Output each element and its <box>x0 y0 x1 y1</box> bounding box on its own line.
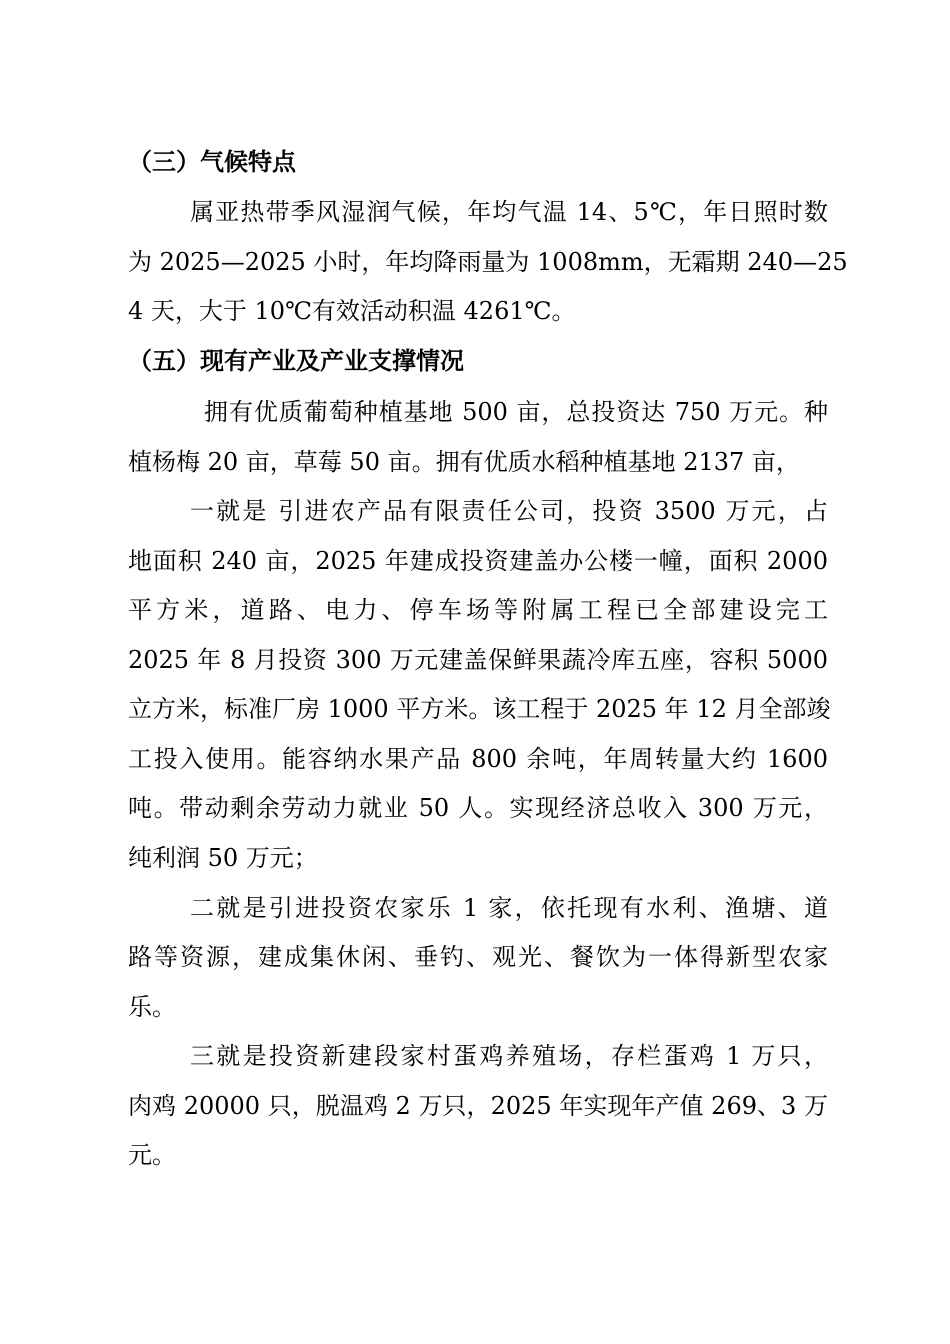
paragraph-line: 乐。 <box>128 993 176 1021</box>
paragraph-line: 拥有优质葡萄种植基地 500 亩，总投资达 750 万元。种 <box>204 398 828 426</box>
paragraph-line: 二就是引进投资农家乐 1 家，依托现有水利、渔塘、道 <box>190 894 828 922</box>
paragraph-line: 一就是 引进农产品有限责任公司，投资 3500 万元，占 <box>190 497 828 525</box>
section-heading-climate: （三）气候特点 <box>128 148 296 176</box>
paragraph-line: 元。 <box>128 1141 176 1169</box>
paragraph-line: 路等资源，建成集休闲、垂钓、观光、餐饮为一体得新型农家 <box>128 943 828 971</box>
paragraph-line: 吨。带动剩余劳动力就业 50 人。实现经济总收入 300 万元， <box>128 794 828 822</box>
paragraph-line: 立方米，标准厂房 1000 平方米。该工程于 2025 年 12 月全部竣 <box>128 695 831 723</box>
paragraph-line: 属亚热带季风湿润气候，年均气温 14、5℃，年日照时数 <box>190 198 828 226</box>
paragraph-line: 三就是投资新建段家村蛋鸡养殖场，存栏蛋鸡 1 万只， <box>190 1042 828 1070</box>
paragraph-line: 工投入使用。能容纳水果产品 800 余吨，年周转量大约 1600 <box>128 745 828 773</box>
paragraph-line: 2025 年 8 月投资 300 万元建盖保鲜果蔬冷库五座，容积 5000 <box>128 646 828 674</box>
paragraph-line: 地面积 240 亩，2025 年建成投资建盖办公楼一幢，面积 2000 <box>128 547 828 575</box>
paragraph-line: 平方米，道路、电力、停车场等附属工程已全部建设完工 <box>128 596 828 624</box>
section-heading-industry: （五）现有产业及产业支撑情况 <box>128 347 464 375</box>
paragraph-line: 4 天，大于 10℃有效活动积温 4261℃。 <box>128 297 576 325</box>
paragraph-line: 纯利润 50 万元； <box>128 844 318 872</box>
paragraph-line: 为 2025—2025 小时，年均降雨量为 1008mm，无霜期 240—25 <box>128 248 848 276</box>
paragraph-line: 肉鸡 20000 只，脱温鸡 2 万只，2025 年实现年产值 269、3 万 <box>128 1092 828 1120</box>
paragraph-line: 植杨梅 20 亩，草莓 50 亩。拥有优质水稻种植基地 2137 亩， <box>128 448 800 476</box>
